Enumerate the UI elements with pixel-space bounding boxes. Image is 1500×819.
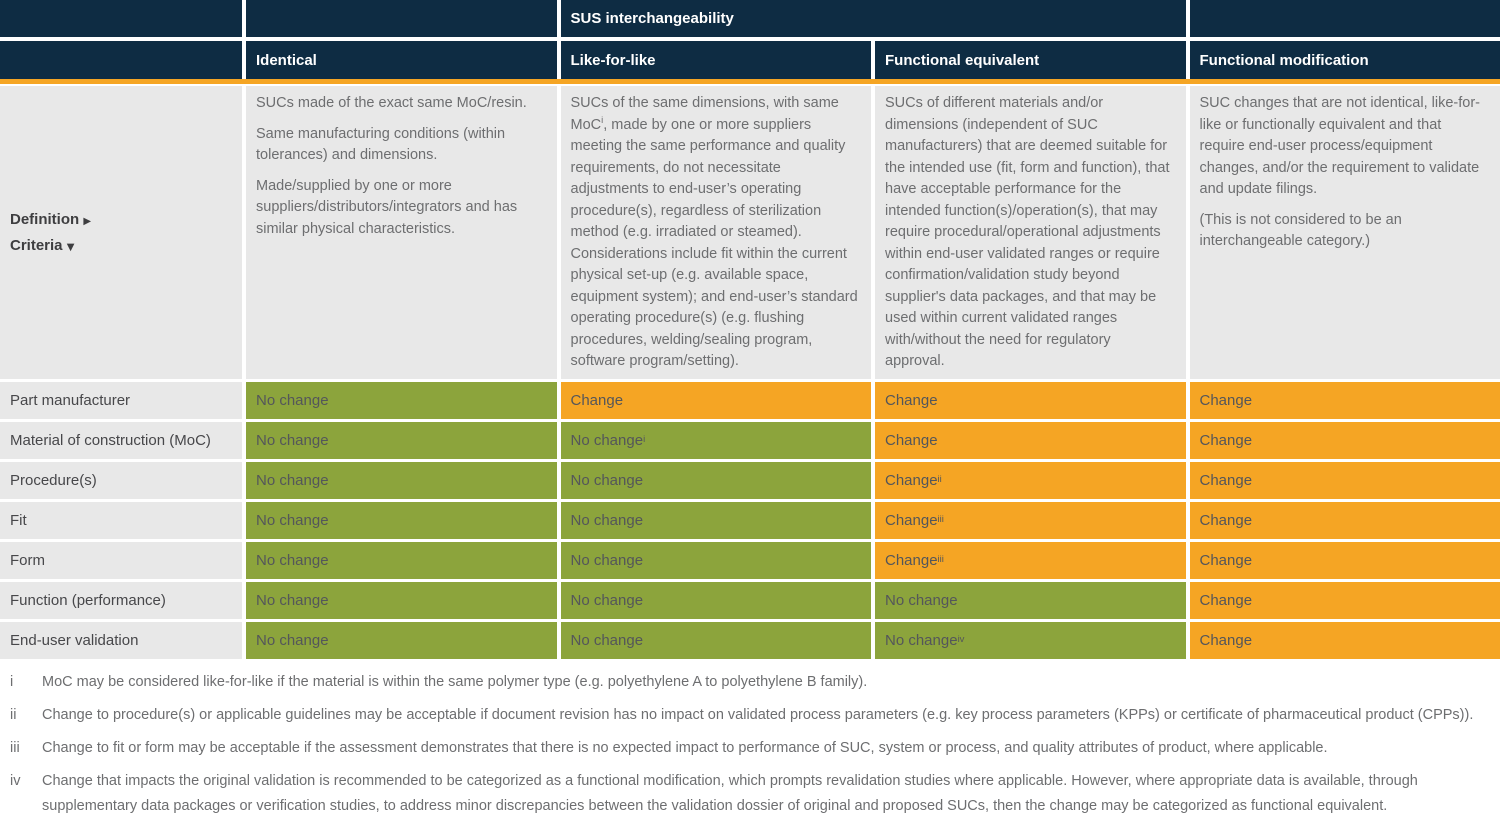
cell-end-user-validation-like-for-like: No change xyxy=(561,622,872,659)
footnote-marker-iv: iv xyxy=(8,769,42,819)
table-body xyxy=(0,86,1500,659)
footnote-marker-ii: ii xyxy=(8,703,42,728)
header-blank-corner xyxy=(0,0,242,37)
cell-fit-like-for-like: No change xyxy=(561,502,872,539)
cell-form-functional-modification: Change xyxy=(1190,542,1500,579)
cell-function-performance-identical: No change xyxy=(246,582,557,619)
column-header-like-for-like: Like-for-like xyxy=(561,41,872,79)
criteria-label-line xyxy=(10,237,242,254)
cell-fit-functional-modification: Change xyxy=(1190,502,1500,539)
footnote-i xyxy=(8,670,1490,695)
definition-cell-identical: SUCs made of the exact same MoC/resin. Same manufacturing conditions (within tolerances) and dimensions. Made/supplied by one or more suppliers/distributors/integrators and has similar physical characteristics. xyxy=(246,86,557,379)
footnote-ii xyxy=(8,703,1490,728)
cell-part-manufacturer-like-for-like: Change xyxy=(561,382,872,419)
definition-label-line xyxy=(10,211,242,228)
cell-material-of-construction-moc-identical: No change xyxy=(246,422,557,459)
cell-part-manufacturer-identical: No change xyxy=(246,382,557,419)
footnote-text-i: MoC may be considered like-for-like if the material is within the same polymer type (e.g. polyethylene A to polyethylene B family). xyxy=(42,670,1490,695)
footnotes xyxy=(0,659,1500,819)
cell-material-of-construction-moc-functional-modification: Change xyxy=(1190,422,1500,459)
footnote-text-iii: Change to fit or form may be acceptable if the assessment demonstrates that there is no expected impact to performance of SUC, system or process, and quality attributes of product, where applicable. xyxy=(42,736,1490,761)
down-triangle-icon: ▼ xyxy=(67,242,75,253)
column-header-functional-equivalent: Functional equivalent xyxy=(875,41,1186,79)
definition-cell-functional-modification: SUC changes that are not identical, like-for-like or functionally equivalent and that require end-user process/equipment changes, and/or the requirement to validate and update filings. (This is not considered to be an interchangeable category.) xyxy=(1190,86,1500,379)
cell-end-user-validation-functional-equivalent: No change iv xyxy=(875,622,1186,659)
orange-accent-bar xyxy=(0,79,1500,84)
cell-procedure-s-identical: No change xyxy=(246,462,557,499)
definition-label-text: Definition xyxy=(10,211,79,228)
criteria-label-text: Criteria xyxy=(10,237,63,254)
row-label-form: Form xyxy=(0,542,242,579)
cell-end-user-validation-functional-modification: Change xyxy=(1190,622,1500,659)
footnote-marker-i: i xyxy=(8,670,42,695)
cell-function-performance-like-for-like: No change xyxy=(561,582,872,619)
cell-function-performance-functional-equivalent: No change xyxy=(875,582,1186,619)
cell-fit-functional-equivalent: Change iii xyxy=(875,502,1186,539)
definition-criteria-label xyxy=(0,86,242,379)
header-blank-identical xyxy=(246,0,557,37)
cell-part-manufacturer-functional-equivalent: Change xyxy=(875,382,1186,419)
cell-procedure-s-functional-equivalent: Change ii xyxy=(875,462,1186,499)
row-label-part-manufacturer: Part manufacturer xyxy=(0,382,242,419)
footnote-text-ii: Change to procedure(s) or applicable guidelines may be acceptable if document revision has no impact on validated process parameters (e.g. key process parameters (KPPs) or certificate of pharmaceutical product (CPPs)). xyxy=(42,703,1490,728)
row-label-procedure-s: Procedure(s) xyxy=(0,462,242,499)
cell-form-identical: No change xyxy=(246,542,557,579)
definition-cell-functional-equivalent: SUCs of different materials and/or dimensions (independent of SUC manufacturers) that are deemed suitable for the intended use (fit, form and function), that have acceptable performance for the intended function(s)/operation(s), that may require procedural/operational adjustments within end-user validated ranges or require confirmation/validation study beyond supplier's data packages, and that may be used within current validated ranges with/without the need for regulatory approval. xyxy=(875,86,1186,379)
right-triangle-icon: ▶ xyxy=(83,216,91,227)
cell-procedure-s-functional-modification: Change xyxy=(1190,462,1500,499)
cell-procedure-s-like-for-like: No change xyxy=(561,462,872,499)
cell-part-manufacturer-functional-modification: Change xyxy=(1190,382,1500,419)
cell-function-performance-functional-modification: Change xyxy=(1190,582,1500,619)
cell-form-like-for-like: No change xyxy=(561,542,872,579)
column-header-functional-modification: Functional modification xyxy=(1190,41,1500,79)
cell-material-of-construction-moc-functional-equivalent: Change xyxy=(875,422,1186,459)
row-label-fit: Fit xyxy=(0,502,242,539)
table-header xyxy=(0,0,1500,79)
header-blank-functional-modification xyxy=(1190,0,1500,37)
footnote-marker-iii: iii xyxy=(8,736,42,761)
definition-cell-like-for-like: SUCs of the same dimensions, with same MoC$^i$, made by one or more suppliers meeting the same performance and quality requirements, do not necessitate adjustments to end-user’s operating procedure(s), regardless of sterilization method (e.g. irradiated or steamed). Considerations include fit within the current physical set-up (e.g. available space, equipment system); and end-user’s standard operating procedure(s) (e.g. flushing procedures, welding/sealing program, software program/setting). xyxy=(561,86,872,379)
cell-form-functional-equivalent: Change iii xyxy=(875,542,1186,579)
footnote-iii xyxy=(8,736,1490,761)
row-label-end-user-validation: End-user validation xyxy=(0,622,242,659)
column-header-identical: Identical xyxy=(246,41,557,79)
footnote-text-iv: Change that impacts the original validation is recommended to be categorized as a functional modification, which prompts revalidation studies where applicable. However, where appropriate data is available, through supplementary data packages or verification studies, to address minor discrepancies between the validation dossier of original and proposed SUCs, then the change may be categorized as functional equivalent. xyxy=(42,769,1490,819)
sus-interchangeability-banner: SUS interchangeability xyxy=(561,0,1186,37)
header-blank-label-column xyxy=(0,41,242,79)
row-label-material-of-construction-moc: Material of construction (MoC) xyxy=(0,422,242,459)
cell-fit-identical: No change xyxy=(246,502,557,539)
row-label-function-performance: Function (performance) xyxy=(0,582,242,619)
cell-material-of-construction-moc-like-for-like: No change i xyxy=(561,422,872,459)
cell-end-user-validation-identical: No change xyxy=(246,622,557,659)
